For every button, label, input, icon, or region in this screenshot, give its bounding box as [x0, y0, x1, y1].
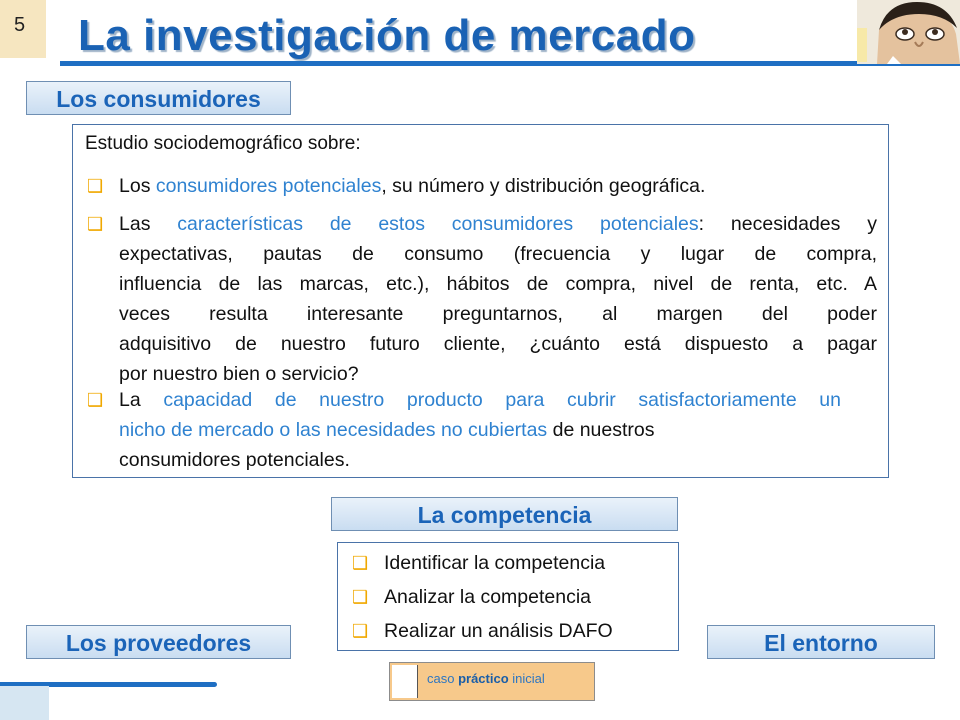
bullet-2-line-1 — [119, 209, 877, 239]
checkbox-bullet-icon: ❑ — [87, 176, 104, 196]
page-title: La investigación de mercado — [78, 11, 696, 60]
slide-number-box — [0, 0, 46, 58]
bullet-2-line-5: adquisitivo de nuestro futuro cliente, ¿cuánto está dispuesto a pagar — [119, 333, 877, 355]
consumers-bullet-3 — [87, 385, 841, 475]
person-photo-illustration — [857, 0, 960, 64]
title-underline — [60, 61, 960, 66]
header-photo — [857, 0, 960, 64]
consumers-bullet-2 — [87, 209, 877, 389]
consumers-intro: Estudio sociodemográfico sobre: — [85, 133, 361, 154]
bullet-text: de nuestros — [547, 419, 655, 441]
tab-consumidores[interactable]: Los consumidores — [26, 81, 291, 115]
competition-item — [352, 617, 613, 645]
tab-proveedores[interactable]: Los proveedores — [26, 625, 291, 659]
competition-item-label: Identificar la competencia — [384, 552, 606, 574]
slide-number: 5 — [14, 14, 26, 36]
case-text: inicial — [508, 671, 545, 686]
checkbox-bullet-icon: ❑ — [87, 214, 104, 234]
competition-item — [352, 583, 592, 611]
bullet-text: : necesidades y — [698, 213, 877, 235]
bullet-text: Las — [119, 213, 178, 235]
bullet-2-line-3: influencia de las marcas, etc.), hábitos de compra, nivel de renta, etc. A — [119, 273, 877, 295]
case-study-link[interactable] — [389, 662, 595, 701]
bullet-2-line-4: veces resulta interesante preguntarnos, al margen del poder — [119, 303, 877, 325]
highlight-text: consumidores potenciales — [155, 175, 382, 197]
competition-item-label: Analizar la competencia — [384, 586, 592, 608]
highlight-text: características de estos consumidores potenciales — [177, 213, 699, 235]
bullet-2-line-6: por nuestro bien o servicio? — [119, 363, 359, 385]
highlight-text: capacidad de nuestro producto para cubrir satisfactoriamente un — [163, 389, 841, 411]
highlight-text: nicho de mercado o las necesidades no cubiertas — [119, 419, 548, 441]
case-text-bold: práctico — [458, 671, 509, 686]
checkbox-bullet-icon: ❑ — [352, 587, 369, 607]
tab-entorno[interactable]: El entorno — [707, 625, 935, 659]
competition-item — [352, 549, 606, 577]
consumers-bullet-1 — [87, 171, 869, 201]
consumers-panel — [72, 124, 889, 478]
case-study-label — [427, 671, 545, 686]
case-study-swatch — [392, 665, 418, 698]
competition-panel — [337, 542, 679, 651]
tab-competencia[interactable]: La competencia — [331, 497, 678, 531]
bullet-text: Los — [119, 175, 156, 197]
checkbox-bullet-icon: ❑ — [87, 390, 104, 410]
footer-square — [0, 686, 49, 720]
bullet-3-line-3: consumidores potenciales. — [119, 449, 350, 471]
bullet-text: , su número y distribución geográfica. — [381, 175, 706, 197]
checkbox-bullet-icon: ❑ — [352, 553, 369, 573]
competition-item-label: Realizar un análisis DAFO — [384, 620, 613, 642]
checkbox-bullet-icon: ❑ — [352, 621, 369, 641]
bullet-text: La — [119, 389, 164, 411]
case-text: caso — [427, 671, 459, 686]
bullet-2-line-2: expectativas, pautas de consumo (frecuencia y lugar de compra, — [119, 243, 877, 265]
bullet-1-line — [119, 171, 869, 201]
bullet-3-line-1 — [119, 385, 841, 415]
bullet-3-line-2 — [119, 415, 841, 445]
